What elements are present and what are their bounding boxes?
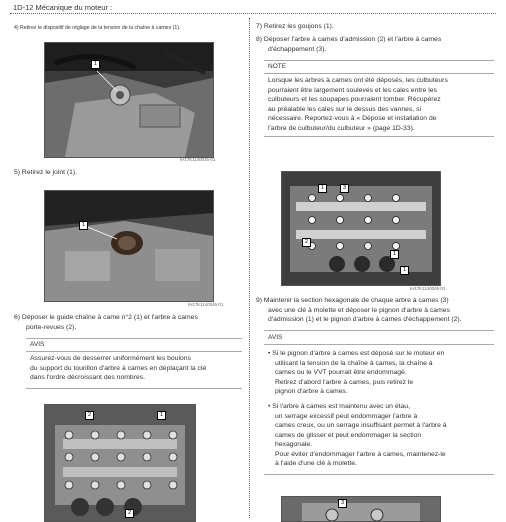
callout-1: 1 xyxy=(79,221,88,230)
callout-1: 1 xyxy=(157,411,166,420)
step-8-line-2: d'échappement (3). xyxy=(268,45,327,53)
step-8-line-1: 8) Déposer l'arbre à cames d'admission (2) et l'arbre à cames xyxy=(256,36,442,43)
note-line: pourraient être largement soulevés et les cales entre les xyxy=(268,86,437,94)
avis-text xyxy=(30,354,206,383)
bullet-line: • Si l'arbre à cames est maintenu avec un étau, xyxy=(268,403,410,410)
bullet-line: cames de glisser et peut endommager la section xyxy=(275,431,422,439)
avis-line: dans l'ordre décroissant des nombres. xyxy=(30,374,146,381)
step-9-line: avec une clé à molette et déposer le pignon d'arbre à cames xyxy=(268,306,450,314)
bullet-line: à l'aide d'une clé à molette. xyxy=(275,460,357,467)
note-line: l'arbre de culbuteur/du culbuteur » (page 1D-33). xyxy=(268,124,415,132)
avis2-rule-top xyxy=(264,330,494,331)
callout-1: 1 xyxy=(400,266,409,275)
figure-caption: IH17K1140048-01 xyxy=(410,286,446,291)
note-line: Lorsque les arbres à cames ont été déposés, les culbuteurs xyxy=(268,77,448,84)
avis2-rule-bottom xyxy=(264,474,494,475)
avis-title: AVIS xyxy=(30,341,45,348)
note-rule-top xyxy=(264,60,494,61)
step-5: 5) Retirez le joint (1). xyxy=(14,169,78,176)
note-line: nécessaire. Reportez-vous à « Dépose et installation de xyxy=(268,115,437,122)
note-line: au préalable les cales sur le dessus des vannes, si xyxy=(268,105,422,113)
step-6 xyxy=(14,313,198,332)
avis2-rule-mid xyxy=(264,344,494,345)
figure-camshafts xyxy=(281,171,441,286)
avis2-bullet-2 xyxy=(268,402,447,469)
note-rule-mid xyxy=(264,73,494,74)
callout-3: 3 xyxy=(338,499,347,508)
callout-2: 2 xyxy=(85,411,94,420)
callout-1: 1 xyxy=(318,184,327,193)
callout-3: 3 xyxy=(340,184,349,193)
column-divider xyxy=(249,18,250,518)
bullet-line: un serrage excessif peut endommager l'arbre à xyxy=(275,412,418,420)
bullet-line: pignon d'arbre à cames. xyxy=(275,388,348,395)
note-rule-bottom xyxy=(264,136,494,137)
step-9-line: d'admission (1) et le pignon d'arbre à cames d'échappement (2). xyxy=(268,316,462,323)
avis-line: Assurez-vous de desserrer uniformément les boulons xyxy=(30,355,191,362)
step-8 xyxy=(256,35,441,54)
avis-line: du support du tourillon d'arbre à cames en déplaçant la clé xyxy=(30,364,207,372)
step-9-line: 9) Maintenir la section hexagonale de chaque arbre à cames (3) xyxy=(256,297,449,304)
avis-rule-mid xyxy=(26,351,242,352)
bullet-line: Pour éviter d'endommager l'arbre à cames, maintenez-le xyxy=(275,450,446,458)
bullet-line: cames creux, ou un serrage insuffisant permet à l'arbre à xyxy=(275,422,447,429)
step-7: 7) Retirez les goujons (1). xyxy=(256,23,334,30)
note-text xyxy=(268,76,448,133)
figure-caption: IH17K1140045-01 xyxy=(180,157,216,162)
avis2-title: AVIS xyxy=(268,334,283,341)
bullet-line: • Si le pignon d'arbre à cames est déposé sur le moteur en xyxy=(268,350,445,357)
callout-1: 1 xyxy=(91,60,100,69)
callout-1: 1 xyxy=(390,250,399,259)
figure-gasket xyxy=(44,190,214,302)
bullet-line: cames ou le VVT pourrait être endommagé. xyxy=(275,369,407,376)
page-header: 1D-12 Mécanique du moteur : xyxy=(13,3,113,12)
step-6-line-2: porte-revues (2). xyxy=(26,323,77,331)
step-9 xyxy=(256,296,462,325)
avis-rule-top xyxy=(26,338,242,339)
figure-caption: IH17K1140046-01 xyxy=(188,302,224,307)
figure-sprockets xyxy=(281,496,441,522)
step-4: 4) Retirez le dispositif de réglage de la tension de la chaîne à cames (1). xyxy=(14,25,181,31)
avis-rule-bottom xyxy=(26,388,242,389)
note-title: NOTE xyxy=(268,63,287,70)
bullet-line: Retirez d'abord l'arbre à cames, puis retirez le xyxy=(275,378,414,386)
avis2-bullet-1 xyxy=(268,349,444,397)
callout-2: 2 xyxy=(125,509,134,518)
note-line: culbuteurs et les soupapes pourraient tomber. Récupérez xyxy=(268,96,441,103)
step-6-line-1: 6) Déposer le guide chaîne à came n°2 (1) et l'arbre à cames xyxy=(14,314,198,321)
callout-2: 2 xyxy=(302,238,311,247)
bullet-line: hexagonale. xyxy=(275,441,313,448)
header-rule xyxy=(10,13,496,14)
bullet-line: utilisant la tension de la chaîne à cames, la chaîne à xyxy=(275,359,433,367)
figure-tensioner xyxy=(44,42,214,158)
figure-camshaft-journals xyxy=(44,404,196,522)
